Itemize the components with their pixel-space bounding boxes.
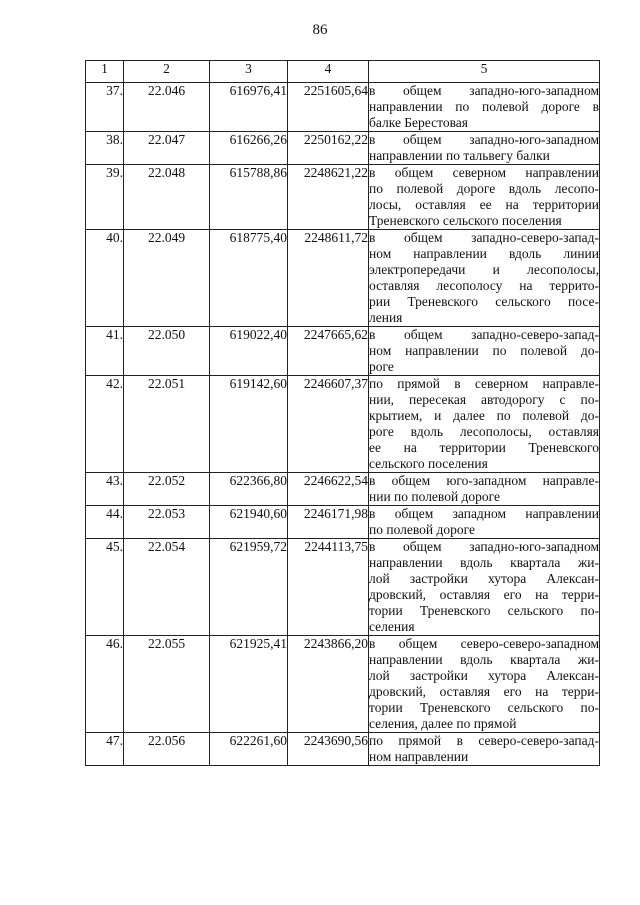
description-line: ном направлении вдоль линии xyxy=(369,246,599,261)
table-row xyxy=(86,506,600,539)
y-coordinate-cell: 2246171,98 xyxy=(288,506,369,539)
page-number: 86 xyxy=(312,22,328,38)
row-number-cell: 39. xyxy=(86,165,124,230)
row-number-cell: 37. xyxy=(86,83,124,132)
description-line: в общем северном направлении xyxy=(369,165,599,180)
x-coordinate-cell: 616976,41 xyxy=(210,83,288,132)
description-line: рии Треневского сельского посе- xyxy=(369,294,599,309)
point-number-cell: 22.049 xyxy=(124,230,210,327)
point-number-cell: 22.056 xyxy=(124,733,210,766)
header-cell-2: 2 xyxy=(124,61,210,83)
description-line: ее на территории Треневского xyxy=(369,440,599,455)
point-number-cell: 22.046 xyxy=(124,83,210,132)
point-number-cell: 22.047 xyxy=(124,132,210,165)
description-line: по прямой в северо-северо-запад- xyxy=(369,733,599,748)
description-line: ном направлении по полевой до- xyxy=(369,343,599,358)
description-line: в общем западно-юго-западном xyxy=(369,83,599,98)
description-line: тории Треневского сельского по- xyxy=(369,603,599,618)
direction-description-cell xyxy=(369,473,600,506)
description-line: роге вдоль лесополосы, оставляя xyxy=(369,424,599,439)
description-line: балке Берестовая xyxy=(369,115,468,130)
description-line: в общем западно-северо-запад- xyxy=(369,230,599,245)
point-number-cell: 22.055 xyxy=(124,636,210,733)
y-coordinate-cell: 2248611,72 xyxy=(288,230,369,327)
table-row xyxy=(86,83,600,132)
direction-description-cell xyxy=(369,132,600,165)
y-coordinate-cell: 2244113,75 xyxy=(288,539,369,636)
y-coordinate-cell: 2246622,54 xyxy=(288,473,369,506)
description-line: направлении по полевой дороге в xyxy=(369,99,599,114)
y-coordinate-cell: 2243690,56 xyxy=(288,733,369,766)
table-row xyxy=(86,230,600,327)
description-line: в общем западно-северо-запад- xyxy=(369,327,599,342)
x-coordinate-cell: 616266,26 xyxy=(210,132,288,165)
row-number-cell: 44. xyxy=(86,506,124,539)
row-number-cell: 47. xyxy=(86,733,124,766)
direction-description-cell xyxy=(369,539,600,636)
description-line: по полевой дороге xyxy=(369,522,475,537)
description-line: дровский, оставляя его на терри- xyxy=(369,684,599,699)
direction-description-cell xyxy=(369,636,600,733)
description-line: селения xyxy=(369,619,415,634)
description-line: направлении вдоль квартала жи- xyxy=(369,555,599,570)
description-line: крытием, и далее по полевой до- xyxy=(369,408,599,423)
description-line: нии по полевой дороге xyxy=(369,489,501,504)
description-line: в общем западно-юго-западном xyxy=(369,539,599,554)
description-line: направлении вдоль квартала жи- xyxy=(369,652,599,667)
boundary-table xyxy=(85,60,600,766)
description-line: нии, пересекая автодорогу с по- xyxy=(369,392,599,407)
description-line: оставляя лесополосу на террито- xyxy=(369,278,599,293)
header-cell-5: 5 xyxy=(369,61,600,83)
direction-description-cell xyxy=(369,165,600,230)
y-coordinate-cell: 2247665,62 xyxy=(288,327,369,376)
x-coordinate-cell: 621925,41 xyxy=(210,636,288,733)
x-coordinate-cell: 619022,40 xyxy=(210,327,288,376)
x-coordinate-cell: 621940,60 xyxy=(210,506,288,539)
direction-description-cell xyxy=(369,506,600,539)
description-line: направлении по тальвегу балки xyxy=(369,148,550,163)
row-number-cell: 45. xyxy=(86,539,124,636)
table-row xyxy=(86,165,600,230)
description-line: по полевой дороге вдоль лесопо- xyxy=(369,181,599,196)
row-number-cell: 40. xyxy=(86,230,124,327)
header-cell-4: 4 xyxy=(288,61,369,83)
table-row xyxy=(86,473,600,506)
header-cell-3: 3 xyxy=(210,61,288,83)
description-line: лой застройки хутора Алексан- xyxy=(369,571,599,586)
description-line: в общем западно-юго-западном xyxy=(369,132,599,147)
point-number-cell: 22.051 xyxy=(124,376,210,473)
x-coordinate-cell: 621959,72 xyxy=(210,539,288,636)
x-coordinate-cell: 619142,60 xyxy=(210,376,288,473)
direction-description-cell xyxy=(369,83,600,132)
point-number-cell: 22.052 xyxy=(124,473,210,506)
table-row xyxy=(86,733,600,766)
y-coordinate-cell: 2251605,64 xyxy=(288,83,369,132)
point-number-cell: 22.054 xyxy=(124,539,210,636)
description-line: селения, далее по прямой xyxy=(369,716,517,731)
row-number-cell: 42. xyxy=(86,376,124,473)
description-line: по прямой в северном направле- xyxy=(369,376,599,391)
y-coordinate-cell: 2243866,20 xyxy=(288,636,369,733)
direction-description-cell xyxy=(369,733,600,766)
row-number-cell: 41. xyxy=(86,327,124,376)
table-row xyxy=(86,376,600,473)
x-coordinate-cell: 615788,86 xyxy=(210,165,288,230)
y-coordinate-cell: 2246607,37 xyxy=(288,376,369,473)
direction-description-cell xyxy=(369,376,600,473)
direction-description-cell xyxy=(369,230,600,327)
point-number-cell: 22.048 xyxy=(124,165,210,230)
description-line: дровский, оставляя его на терри- xyxy=(369,587,599,602)
table-row xyxy=(86,539,600,636)
x-coordinate-cell: 622366,80 xyxy=(210,473,288,506)
y-coordinate-cell: 2250162,22 xyxy=(288,132,369,165)
description-line: в общем юго-западном направле- xyxy=(369,473,599,488)
table-row xyxy=(86,132,600,165)
description-line: Треневского сельского поселения xyxy=(369,213,562,228)
y-coordinate-cell: 2248621,22 xyxy=(288,165,369,230)
description-line: электропередачи и лесополосы, xyxy=(369,262,599,277)
description-line: лой застройки хутора Алексан- xyxy=(369,668,599,683)
description-line: в общем западном направлении xyxy=(369,506,599,521)
direction-description-cell xyxy=(369,327,600,376)
x-coordinate-cell: 618775,40 xyxy=(210,230,288,327)
description-line: сельского поселения xyxy=(369,456,488,471)
row-number-cell: 38. xyxy=(86,132,124,165)
table-row xyxy=(86,636,600,733)
point-number-cell: 22.053 xyxy=(124,506,210,539)
table-row xyxy=(86,327,600,376)
table-header-row xyxy=(86,61,600,83)
description-line: лосы, оставляя ее на территории xyxy=(369,197,599,212)
row-number-cell: 46. xyxy=(86,636,124,733)
description-line: роге xyxy=(369,359,394,374)
description-line: тории Треневского сельского по- xyxy=(369,700,599,715)
row-number-cell: 43. xyxy=(86,473,124,506)
description-line: ления xyxy=(369,310,403,325)
description-line: ном направлении xyxy=(369,749,469,764)
x-coordinate-cell: 622261,60 xyxy=(210,733,288,766)
header-cell-1: 1 xyxy=(86,61,124,83)
description-line: в общем северо-северо-западном xyxy=(369,636,599,651)
point-number-cell: 22.050 xyxy=(124,327,210,376)
